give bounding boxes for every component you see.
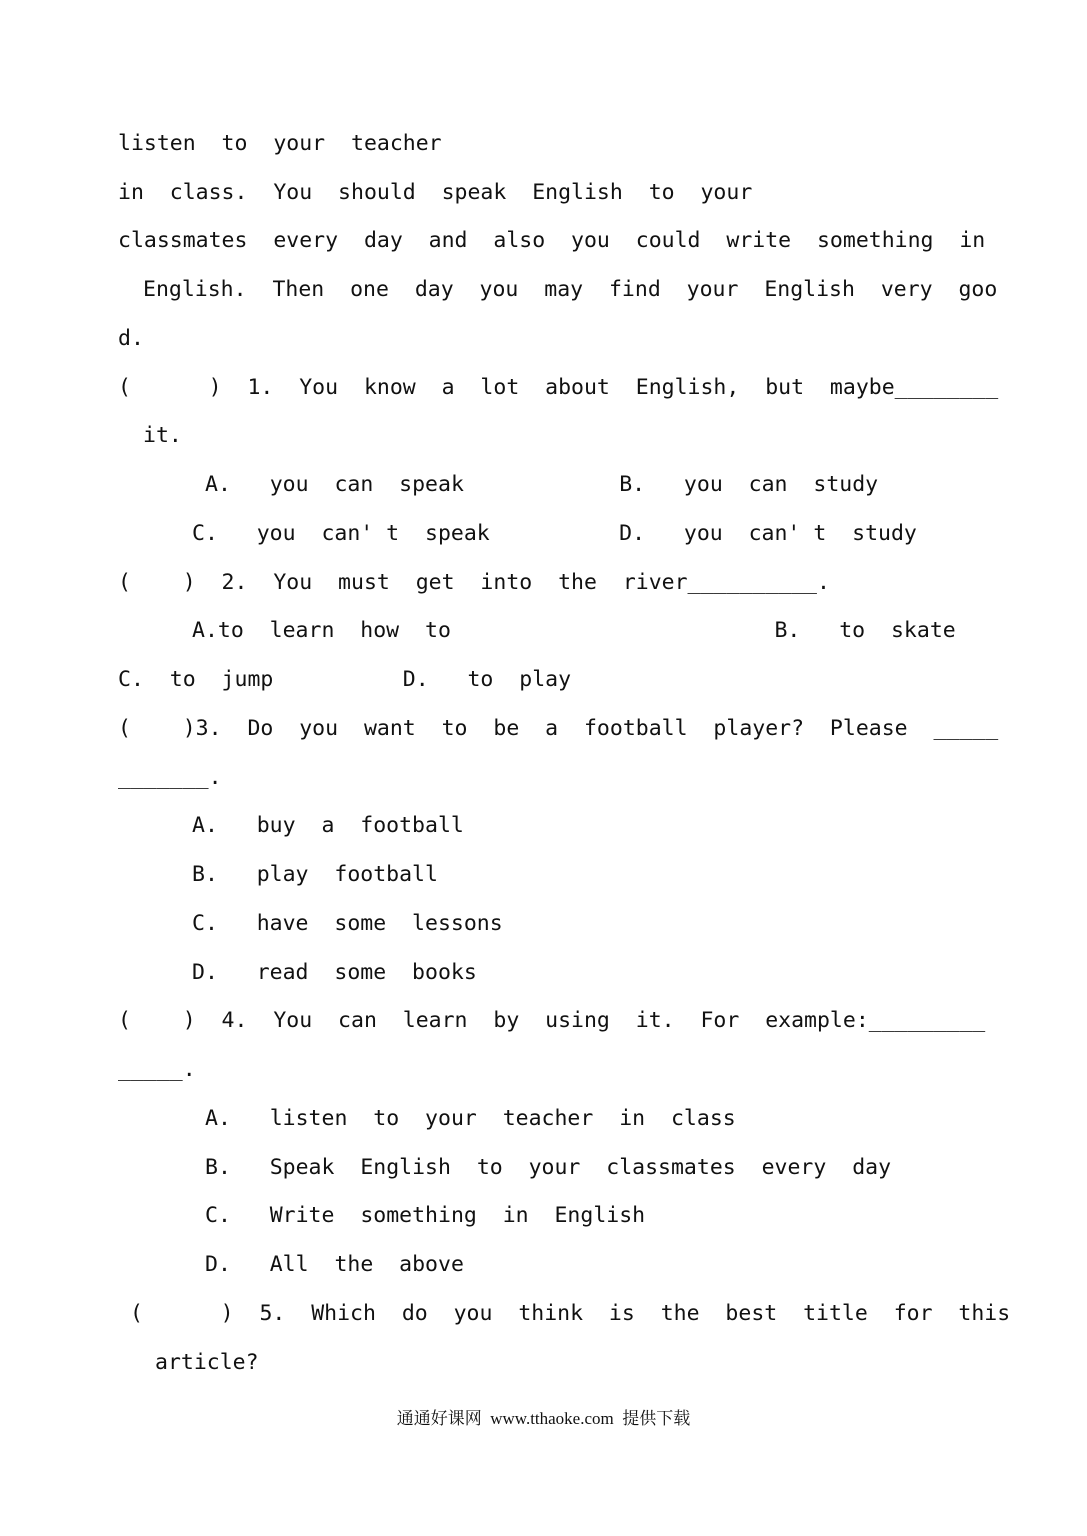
question-3-stem: _______. — [118, 765, 222, 790]
question-2-stem: ( ) 2. You must get into the river__________. — [118, 570, 830, 595]
question-2-options: C. to jump D. to play — [118, 667, 572, 692]
question-3-option: A. buy a football — [192, 813, 464, 838]
question-5-stem: ( ) 5. Which do you think is the best title for this — [130, 1301, 1011, 1326]
question-1-stem: it. — [143, 423, 182, 448]
passage-line: in class. You should speak English to your — [118, 180, 753, 205]
question-3-option: B. play football — [192, 862, 438, 887]
question-3-stem: ( )3. Do you want to be a football player? Please _____ — [118, 716, 999, 741]
question-1-options: C. you can' t speak D. you can' t study — [192, 521, 917, 546]
page-footer: 通通好课网 www.tthaoke.com 提供下载 — [396, 1409, 691, 1428]
question-1-stem: ( ) 1. You know a lot about English, but maybe________ — [118, 375, 999, 400]
question-2-options: A.to learn how to B. to skate — [192, 618, 956, 643]
question-4-option: B. Speak English to your classmates every day — [205, 1155, 892, 1180]
question-1-options: A. you can speak B. you can study — [205, 472, 879, 497]
passage-line: d. — [118, 326, 144, 351]
passage-line: English. Then one day you may find your English very goo — [143, 277, 998, 302]
question-4-stem: ( ) 4. You can learn by using it. For example:_________ — [118, 1008, 986, 1033]
passage-line: listen to your teacher — [118, 131, 442, 156]
question-3-option: C. have some lessons — [192, 911, 503, 936]
question-5-stem: article? — [155, 1350, 259, 1375]
question-4-option: C. Write something in English — [205, 1203, 646, 1228]
question-4-option: A. listen to your teacher in class — [205, 1106, 736, 1131]
question-3-option: D. read some books — [192, 960, 477, 985]
passage-line: classmates every day and also you could write something in — [118, 228, 986, 253]
question-4-stem: _____. — [118, 1057, 196, 1082]
question-4-option: D. All the above — [205, 1252, 464, 1277]
